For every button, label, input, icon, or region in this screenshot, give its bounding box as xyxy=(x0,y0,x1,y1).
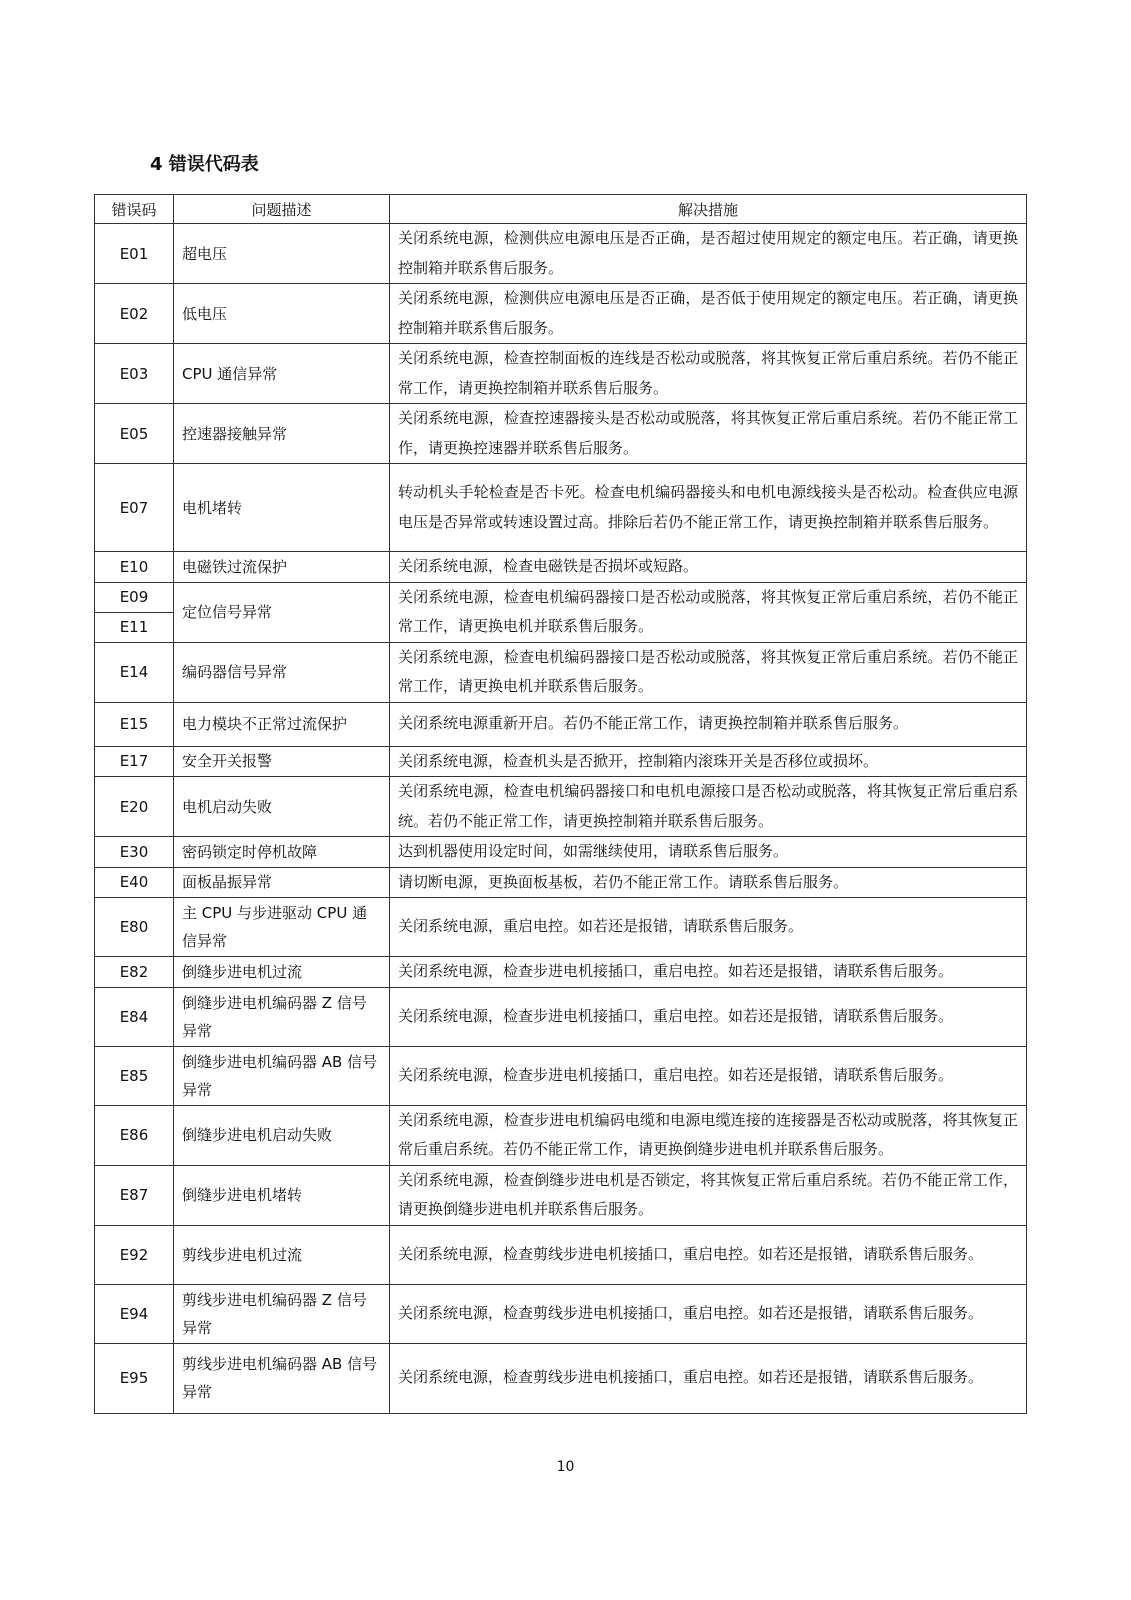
solution: 关闭系统电源，重启电控。如若还是报错，请联系售后服务。 xyxy=(390,898,1027,957)
problem-description: 剪线步进电机编码器 AB 信号异常 xyxy=(174,1343,390,1413)
solution: 达到机器使用设定时间，如需继续使用，请联系售后服务。 xyxy=(390,837,1027,868)
problem-description: 电机堵转 xyxy=(174,464,390,552)
table-row xyxy=(95,582,1027,612)
solution: 关闭系统电源，检查电机编码器接口是否松动或脱落，将其恢复正常后重启系统。若仍不能正常工作，请更换电机并联系售后服务。 xyxy=(390,642,1027,702)
error-code: E02 xyxy=(95,284,174,344)
problem-description: 倒缝步进电机启动失败 xyxy=(174,1105,390,1165)
error-code: E86 xyxy=(95,1105,174,1165)
table-row xyxy=(95,1046,1027,1105)
error-code: E10 xyxy=(95,552,174,583)
table-row xyxy=(95,1105,1027,1165)
solution: 请切断电源，更换面板基板，若仍不能正常工作。请联系售后服务。 xyxy=(390,867,1027,898)
problem-description: 密码锁定时停机故障 xyxy=(174,837,390,868)
header-code: 错误码 xyxy=(95,195,174,224)
error-code-table xyxy=(94,194,1027,1414)
table-row xyxy=(95,344,1027,404)
table-row xyxy=(95,1284,1027,1343)
problem-description: 超电压 xyxy=(174,224,390,284)
solution: 关闭系统电源，检查电机编码器接口和电机电源接口是否松动或脱落，将其恢复正常后重启系统。若仍不能正常工作，请更换控制箱并联系售后服务。 xyxy=(390,777,1027,837)
error-code: E11 xyxy=(95,612,174,642)
error-code: E92 xyxy=(95,1225,174,1284)
table-row xyxy=(95,404,1027,464)
error-code: E01 xyxy=(95,224,174,284)
table-row xyxy=(95,1225,1027,1284)
header-solution: 解决措施 xyxy=(390,195,1027,224)
problem-description: 电磁铁过流保护 xyxy=(174,552,390,583)
table-row xyxy=(95,987,1027,1046)
problem-description: 倒缝步进电机编码器 AB 信号异常 xyxy=(174,1046,390,1105)
table-row xyxy=(95,642,1027,702)
solution: 关闭系统电源，检测供应电源电压是否正确，是否超过使用规定的额定电压。若正确，请更换控制箱并联系售后服务。 xyxy=(390,224,1027,284)
solution: 关闭系统电源，检查剪线步进电机接插口，重启电控。如若还是报错，请联系售后服务。 xyxy=(390,1284,1027,1343)
error-code: E07 xyxy=(95,464,174,552)
problem-description: 剪线步进电机编码器 Z 信号异常 xyxy=(174,1284,390,1343)
solution: 关闭系统电源，检查步进电机编码电缆和电源电缆连接的连接器是否松动或脱落，将其恢复正常后重启系统。若仍不能正常工作，请更换倒缝步进电机并联系售后服务。 xyxy=(390,1105,1027,1165)
solution: 关闭系统电源，检查倒缝步进电机是否锁定，将其恢复正常后重启系统。若仍不能正常工作，请更换倒缝步进电机并联系售后服务。 xyxy=(390,1165,1027,1225)
solution: 关闭系统电源，检查剪线步进电机接插口，重启电控。如若还是报错，请联系售后服务。 xyxy=(390,1225,1027,1284)
solution: 关闭系统电源，检查电磁铁是否损坏或短路。 xyxy=(390,552,1027,583)
table-row xyxy=(95,1343,1027,1413)
section-heading: 4 错误代码表 xyxy=(150,154,259,175)
problem-description: 倒缝步进电机编码器 Z 信号异常 xyxy=(174,987,390,1046)
problem-description: 倒缝步进电机堵转 xyxy=(174,1165,390,1225)
problem-description: 控速器接触异常 xyxy=(174,404,390,464)
error-code: E03 xyxy=(95,344,174,404)
error-code: E09 xyxy=(95,582,174,612)
error-code: E82 xyxy=(95,957,174,988)
solution: 关闭系统电源，检查剪线步进电机接插口，重启电控。如若还是报错，请联系售后服务。 xyxy=(390,1343,1027,1413)
problem-description: 剪线步进电机过流 xyxy=(174,1225,390,1284)
solution: 关闭系统电源，检查步进电机接插口，重启电控。如若还是报错，请联系售后服务。 xyxy=(390,957,1027,988)
error-code: E17 xyxy=(95,746,174,777)
problem-description: 倒缝步进电机过流 xyxy=(174,957,390,988)
solution: 关闭系统电源，检查步进电机接插口，重启电控。如若还是报错，请联系售后服务。 xyxy=(390,1046,1027,1105)
solution: 关闭系统电源，检查控制面板的连线是否松动或脱落，将其恢复正常后重启系统。若仍不能正常工作，请更换控制箱并联系售后服务。 xyxy=(390,344,1027,404)
problem-description: CPU 通信异常 xyxy=(174,344,390,404)
problem-description: 主 CPU 与步进驱动 CPU 通信异常 xyxy=(174,898,390,957)
problem-description: 安全开关报警 xyxy=(174,746,390,777)
error-code: E84 xyxy=(95,987,174,1046)
error-code: E87 xyxy=(95,1165,174,1225)
solution: 关闭系统电源重新开启。若仍不能正常工作，请更换控制箱并联系售后服务。 xyxy=(390,702,1027,746)
error-code: E85 xyxy=(95,1046,174,1105)
solution: 转动机头手轮检查是否卡死。检查电机编码器接头和电机电源线接头是否松动。检查供应电源电压是否异常或转速设置过高。排除后若仍不能正常工作，请更换控制箱并联系售后服务。 xyxy=(390,464,1027,552)
error-code: E94 xyxy=(95,1284,174,1343)
error-code: E80 xyxy=(95,898,174,957)
solution: 关闭系统电源，检测供应电源电压是否正确，是否低于使用规定的额定电压。若正确，请更换控制箱并联系售后服务。 xyxy=(390,284,1027,344)
error-code: E20 xyxy=(95,777,174,837)
table-row xyxy=(95,746,1027,777)
problem-description: 面板晶振异常 xyxy=(174,867,390,898)
error-code: E40 xyxy=(95,867,174,898)
header-description: 问题描述 xyxy=(174,195,390,224)
problem-description: 编码器信号异常 xyxy=(174,642,390,702)
table-row xyxy=(95,224,1027,284)
problem-description: 电力模块不正常过流保护 xyxy=(174,702,390,746)
error-code: E14 xyxy=(95,642,174,702)
solution: 关闭系统电源，检查电机编码器接口是否松动或脱落，将其恢复正常后重启系统，若仍不能正常工作，请更换电机并联系售后服务。 xyxy=(390,582,1027,642)
table-row xyxy=(95,867,1027,898)
table-header-row xyxy=(95,195,1027,224)
problem-description: 低电压 xyxy=(174,284,390,344)
solution: 关闭系统电源，检查步进电机接插口，重启电控。如若还是报错，请联系售后服务。 xyxy=(390,987,1027,1046)
solution: 关闭系统电源，检查控速器接头是否松动或脱落，将其恢复正常后重启系统。若仍不能正常工作，请更换控速器并联系售后服务。 xyxy=(390,404,1027,464)
error-code: E05 xyxy=(95,404,174,464)
page-number: 10 xyxy=(556,1459,575,1475)
table-row xyxy=(95,957,1027,988)
problem-description: 定位信号异常 xyxy=(174,582,390,642)
table-row xyxy=(95,777,1027,837)
table-row xyxy=(95,1165,1027,1225)
table-row xyxy=(95,837,1027,868)
table-row xyxy=(95,464,1027,552)
error-code: E95 xyxy=(95,1343,174,1413)
table-row xyxy=(95,552,1027,583)
problem-description: 电机启动失败 xyxy=(174,777,390,837)
table-row xyxy=(95,284,1027,344)
error-code: E30 xyxy=(95,837,174,868)
table-row xyxy=(95,702,1027,746)
solution: 关闭系统电源，检查机头是否掀开，控制箱内滚珠开关是否移位或损坏。 xyxy=(390,746,1027,777)
table-row xyxy=(95,898,1027,957)
error-code: E15 xyxy=(95,702,174,746)
